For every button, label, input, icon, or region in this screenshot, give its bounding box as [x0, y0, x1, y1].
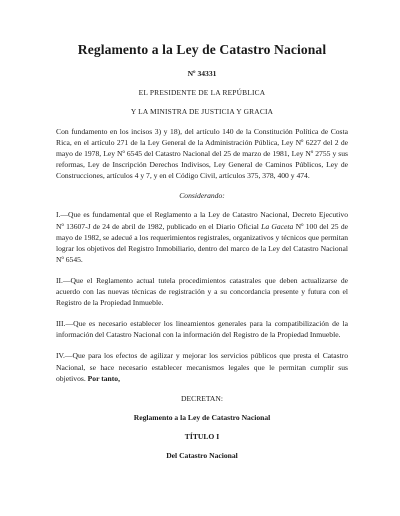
authority-minister: Y LA MINISTRA DE JUSTICIA Y GRACIA	[130, 107, 274, 116]
considerando-heading: Considerando:	[179, 191, 225, 201]
point-4-por-tanto: Por tanto,	[87, 373, 120, 383]
titulo-heading: TÍTULO I	[184, 431, 220, 441]
point-1-text-b: Nº 100 del 25 de mayo de 1982, se adecué a los requerimientos registrales, organizativos y técnicos que permitan lograr los objetivos del Registro Inmobiliario, dentro del marco de la Ley del Catastro Nacional Nº 6545.	[56, 221, 348, 264]
considerando-point-1	[56, 209, 348, 264]
titulo-name: Del Catastro Nacional	[166, 450, 238, 460]
point-4-text: IV.—Que para los efectos de agilizar y mejorar los servicios públicos que presta el Catastro Nacional, se hace necesario establecer mecanismos legales que le permitan cumplir sus objetivos.	[56, 351, 348, 383]
decree-title: Reglamento a la Ley de Catastro Nacional	[133, 412, 271, 422]
decretan-heading: DECRETAN:	[181, 393, 223, 403]
decree-number: Nº 34331	[187, 69, 217, 78]
authority-president: EL PRESIDENTE DE LA REPÚBLICA	[138, 88, 266, 97]
considerando-point-4	[56, 350, 348, 383]
point-1-gazette-name: La Gaceta	[261, 221, 294, 231]
point-1-text-a: I.—Que es fundamental que el Reglamento a la Ley de Catastro Nacional, Decreto Ejecutivo Nº 13607-J de 24 de abril de 1982, publicado en el Diario Oficial	[56, 210, 348, 231]
considerando-point-2: II.—Que el Reglamento actual tutela procedimientos catastrales que deben actualizarse de acuerdo con las nuevas técnicas de registración y a su concordancia presente y futura con el Registro de la Propiedad Inmueble.	[56, 275, 348, 308]
intro-paragraph: Con fundamento en los incisos 3) y 18), del artículo 140 de la Constitución Política de Costa Rica, en el artículo 271 de la Ley General de la Administración Pública, Ley Nº 6227 del 2 de mayo de 1978, Ley Nº 6545 del Catastro Nacional del 25 de marzo de 1981, Ley Nº 2755 y sus reformas, Ley de Inscripción Derechos Indivisos, Ley General de Caminos Públicos, Ley de Construcciones, artículos 4 y 7, y en el Código Civil, artículos 375, 378, 400 y 474.	[56, 127, 348, 181]
document-title: Reglamento a la Ley de Catastro Nacional	[77, 42, 327, 57]
considerando-point-3: III.—Que es necesario establecer los lineamientos generales para la compatibilización de la información del Catastro Nacional con la información del Registro de la Propiedad Inmueble.	[56, 319, 348, 340]
